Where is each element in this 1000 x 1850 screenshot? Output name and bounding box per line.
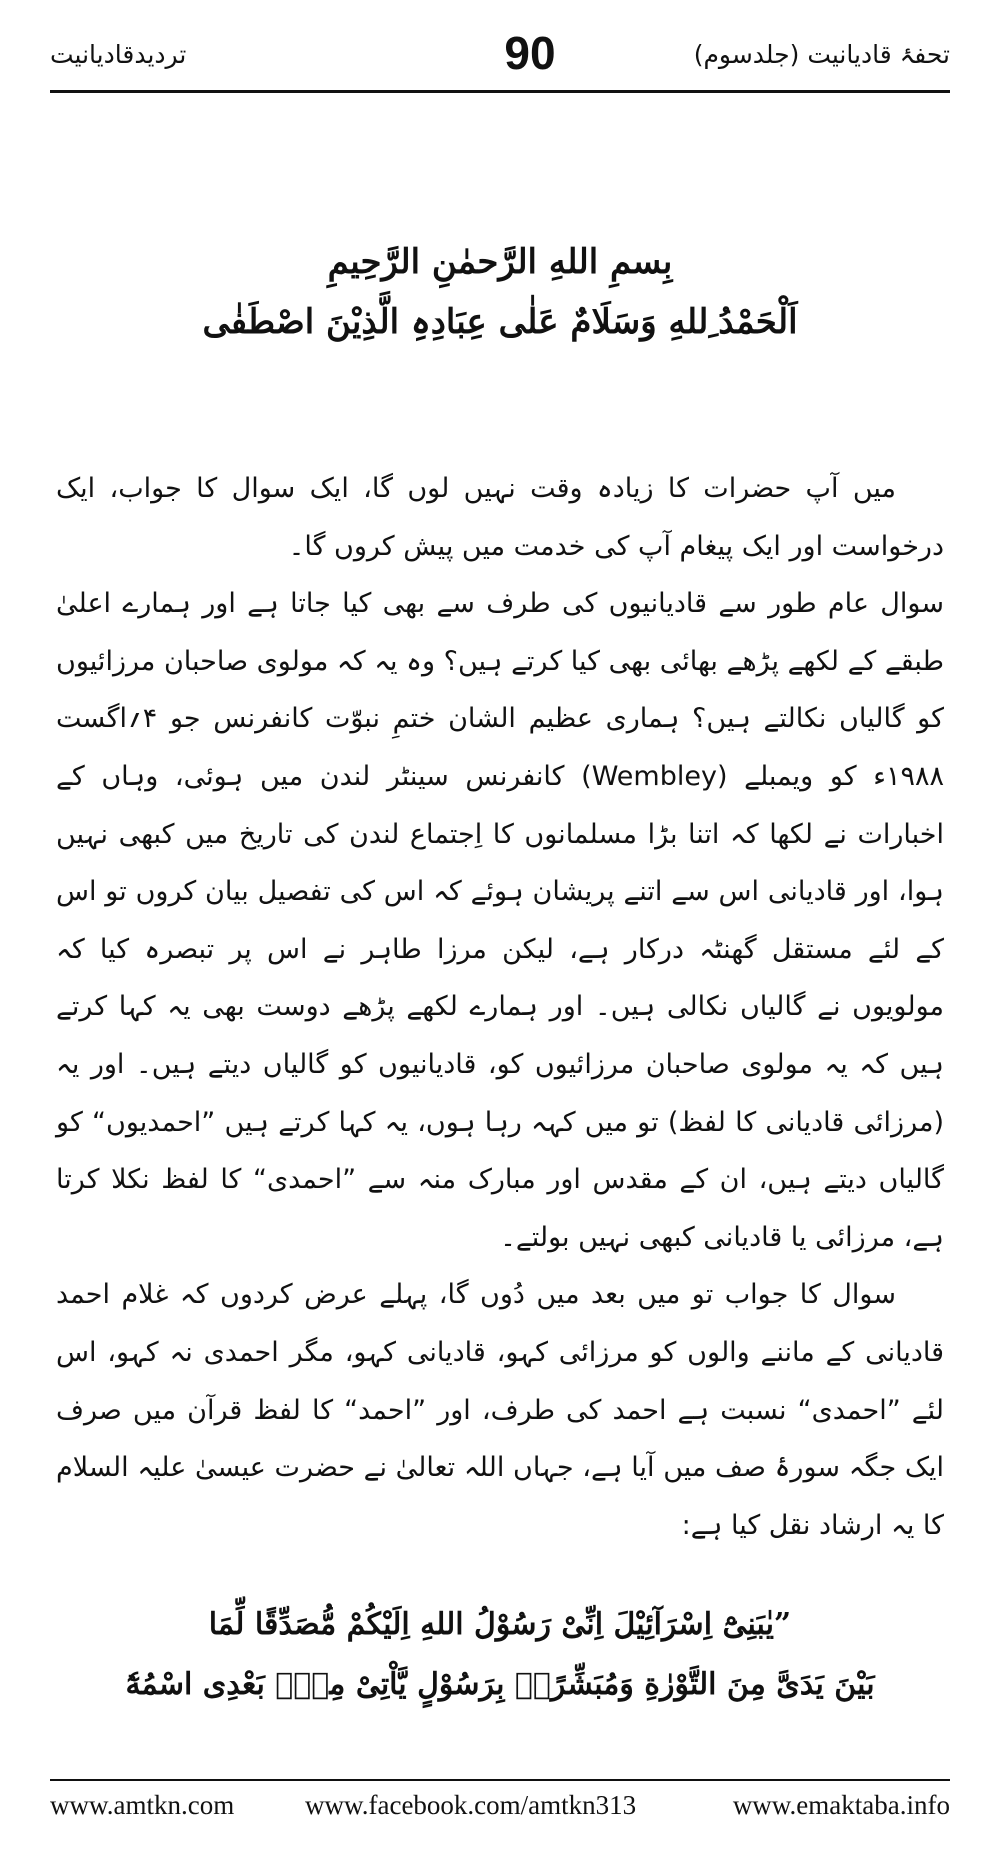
paragraph-intro: میں آپ حضرات کا زیادہ وقت نہیں لوں گا، ایک سوال کا جواب، ایک درخواست اور ایک پیغام آپ کی خدمت میں پیش کروں گا۔ bbox=[56, 473, 944, 562]
bismillah-block bbox=[50, 232, 950, 352]
page-body bbox=[56, 460, 944, 1554]
page-number: 90 bbox=[504, 27, 556, 79]
quote-line-1: ”یٰبَنِیْٓ اِسْرَآئِیْلَ اِنِّیْ رَسُوْلُ اللهِ اِلَیْکُمْ مُّصَدِّقًا لِّمَا bbox=[208, 1607, 792, 1642]
footer-link-amtkn[interactable]: www.amtkn.com bbox=[50, 1790, 235, 1820]
header-divider bbox=[50, 90, 950, 93]
page-header bbox=[50, 22, 950, 82]
paragraph-question: سوال عام طور سے قادیانیوں کی طرف سے بھی کیا جاتا ہے اور ہمارے اعلیٰ طبقے کے لکھے پڑھے بھائی بھی کیا کرتے ہیں؟ وہ یہ کہ مولوی صاحبان مرزائیوں کو گالیاں نکالتے ہیں؟ ہماری عظیم الشان ختمِ نبوّت کانفرنس جو ۴؍اگست ۱۹۸۸ء کو ویمبلے (Wembley) کانفرنس سینٹر لندن میں ہوئی، وہاں کے اخبارات نے لکھا کہ اتنا بڑا مسلمانوں کا اِجتماع لندن کی تاریخ میں کبھی نہیں ہوا، اور قادیانی اس سے اتنے پریشان ہوئے کہ اس کی تفصیل بیان کروں تو اس کے لئے مستقل گھنٹہ درکار ہے، لیکن مرزا طاہر نے اس پر تبصرہ کیا کہ مولویوں نے گالیاں نکالی ہیں۔ اور ہمارے لکھے پڑھے دوست بھی یہ کہا کرتے ہیں کہ یہ مولوی صاحبان مرزائیوں کو، قادیانیوں کو گالیاں دیتے ہیں۔ اور یہ (مرزائی قادیانی کا لفظ) تو میں کہہ رہا ہوں، یہ کہا کرتے ہیں ”احمدیوں“ کو گالیاں دیتے ہیں، ان کے مقدس اور مبارک منہ سے ”احمدی“ کا لفظ نکلا کرتا ہے، مرزائی یا قادیانی کبھی نہیں بولتے۔ bbox=[56, 588, 945, 1253]
footer-divider bbox=[50, 1779, 950, 1781]
header-section-title: تردیدقادیانیت bbox=[50, 40, 187, 69]
hamd-line: اَلْحَمْدُ ِللهِ وَسَلَامٌ عَلٰی عِبَادِہِ الَّذِیْنَ اصْطَفٰی bbox=[202, 302, 798, 342]
bismillah-line: بِسمِ اللهِ الرَّحمٰنِ الرَّحِیمِ bbox=[327, 242, 673, 282]
page-footer bbox=[50, 1790, 950, 1830]
paragraph-answer: سوال کا جواب تو میں بعد میں دُوں گا، پہلے عرض کردوں کہ غلام احمد قادیانی کے ماننے والوں کو مرزائی کہو، قادیانی کہو، مگر احمدی نہ کہو، اس لئے ”احمدی“ نسبت ہے احمد کی طرف، اور ”احمد“ کا لفظ قرآن میں صرف ایک جگہ سورۂ صف میں آیا ہے، جہاں اللہ تعالیٰ نے حضرت عیسیٰ علیہ السلام کا یہ ارشاد نقل کیا ہے: bbox=[56, 1279, 944, 1541]
quran-quote bbox=[60, 1595, 940, 1715]
header-book-title: تحفۂ قادیانیت (جلدسوم) bbox=[693, 40, 950, 69]
quote-line-2: بَیْنَ یَدَیَّ مِنَ التَّوْرٰةِ وَمُبَشِّرًاۢ بِرَسُوْلٍ یَّاْتِیْ مِنْۢ بَعْدِی اسْمُهٗٓ bbox=[125, 1667, 875, 1702]
footer-link-emaktaba[interactable]: www.emaktaba.info bbox=[732, 1790, 950, 1820]
footer-link-facebook[interactable]: www.facebook.com/amtkn313 bbox=[305, 1790, 637, 1820]
